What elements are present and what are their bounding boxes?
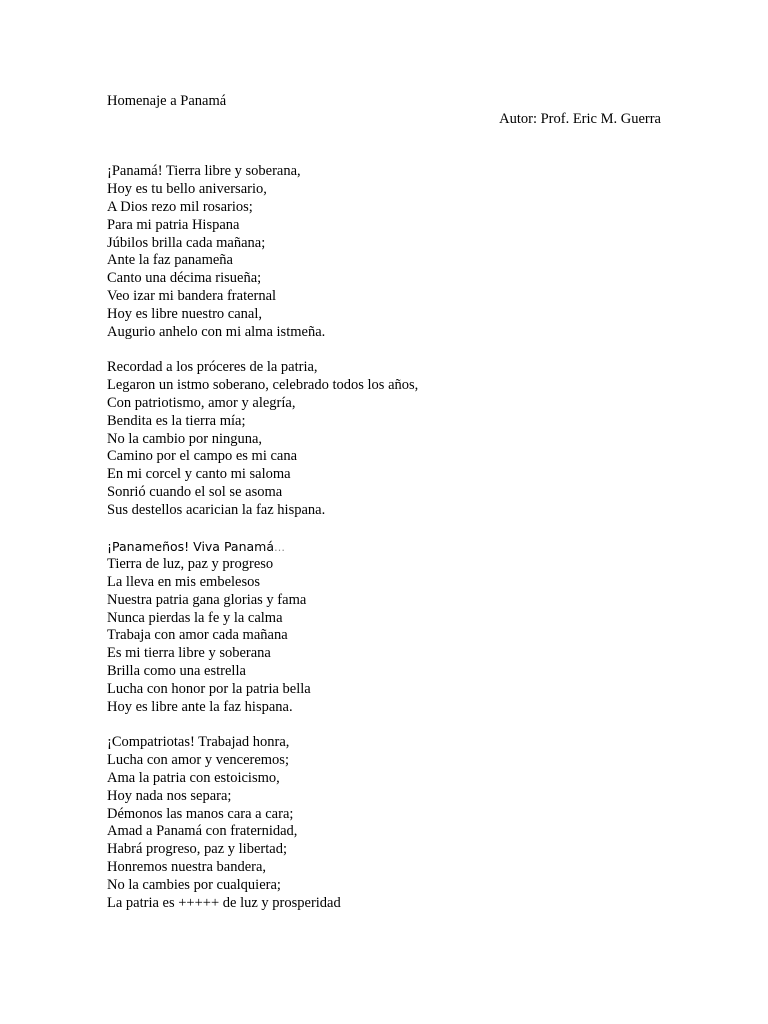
- poem-line: Camino por el campo es mi cana: [107, 448, 298, 465]
- poem-line: Hoy es libre nuestro canal,: [107, 306, 263, 323]
- poem-line: Habrá progreso, paz y libertad;: [107, 841, 287, 858]
- poem-line: La lleva en mis embelesos: [107, 573, 261, 590]
- poem-line-first-text: ¡Panameños! Viva Panamá: [107, 539, 274, 554]
- poem-line: Trabaja con amor cada mañana: [107, 627, 288, 644]
- stanza-4: [107, 734, 341, 913]
- poem-line: Veo izar mi bandera fraternal: [107, 288, 277, 305]
- poem-line: Con patriotismo, amor y alegría,: [107, 394, 296, 411]
- poem-line: Para mi patria Hispana: [107, 216, 240, 233]
- stanza-2: [107, 359, 418, 520]
- poem-line: Lucha con honor por la patria bella: [107, 681, 311, 698]
- poem-line: Nuestra patria gana glorias y fama: [107, 591, 307, 608]
- poem-title: Homenaje a Panamá: [107, 93, 227, 109]
- poem-line: Lucha con amor y venceremos;: [107, 751, 289, 768]
- poem-line: Augurio anhelo con mi alma istmeña.: [107, 324, 326, 341]
- poem-line: No la cambio por ninguna,: [107, 430, 263, 447]
- poem-line: Sonrió cuando el sol se asoma: [107, 484, 283, 501]
- poem-line: Ante la faz panameña: [107, 252, 233, 269]
- poem-line: Honremos nuestra bandera,: [107, 859, 267, 876]
- poem-line: Hoy es tu bello aniversario,: [107, 180, 267, 197]
- ellipsis-mark: …: [274, 541, 285, 554]
- poem-line: Bendita es la tierra mía;: [107, 412, 246, 429]
- poem-line: La patria es +++++ de luz y prosperidad: [107, 895, 341, 912]
- poem-line: Ama la patria con estoicismo,: [107, 769, 280, 786]
- poem-line: Recordad a los próceres de la patria,: [107, 359, 318, 375]
- stanza-3: [107, 538, 311, 717]
- poem-line: Hoy nada nos separa;: [107, 787, 232, 804]
- poem-line: Nunca pierdas la fe y la calma: [107, 609, 283, 626]
- poem-line: Es mi tierra libre y soberana: [107, 645, 271, 662]
- poem-line: Démonos las manos cara a cara;: [107, 805, 294, 822]
- poem-line: En mi corcel y canto mi saloma: [107, 466, 291, 483]
- poem-line: Brilla como una estrella: [107, 663, 246, 680]
- poem-line: Amad a Panamá con fraternidad,: [107, 823, 298, 840]
- poem-line: Tierra de luz, paz y progreso: [107, 555, 274, 572]
- poem-line: Hoy es libre ante la faz hispana.: [107, 699, 293, 716]
- poem-line: Júbilos brilla cada mañana;: [107, 234, 266, 251]
- poem-author: Autor: Prof. Eric M. Guerra: [499, 111, 661, 127]
- poem-line: ¡Panamá! Tierra libre y soberana,: [107, 163, 301, 179]
- poem-line: Legaron un istmo soberano, celebrado todos los años,: [107, 376, 419, 393]
- poem-line: Canto una décima risueña;: [107, 270, 262, 287]
- poem-line: A Dios rezo mil rosarios;: [107, 198, 253, 215]
- poem-line: ¡Compatriotas! Trabajad honra,: [107, 734, 290, 750]
- poem-line: Sus destellos acarician la faz hispana.: [107, 502, 326, 519]
- poem-line: No la cambies por cualquiera;: [107, 877, 281, 894]
- stanza-1: [107, 163, 325, 342]
- poem-line-first: [107, 538, 311, 556]
